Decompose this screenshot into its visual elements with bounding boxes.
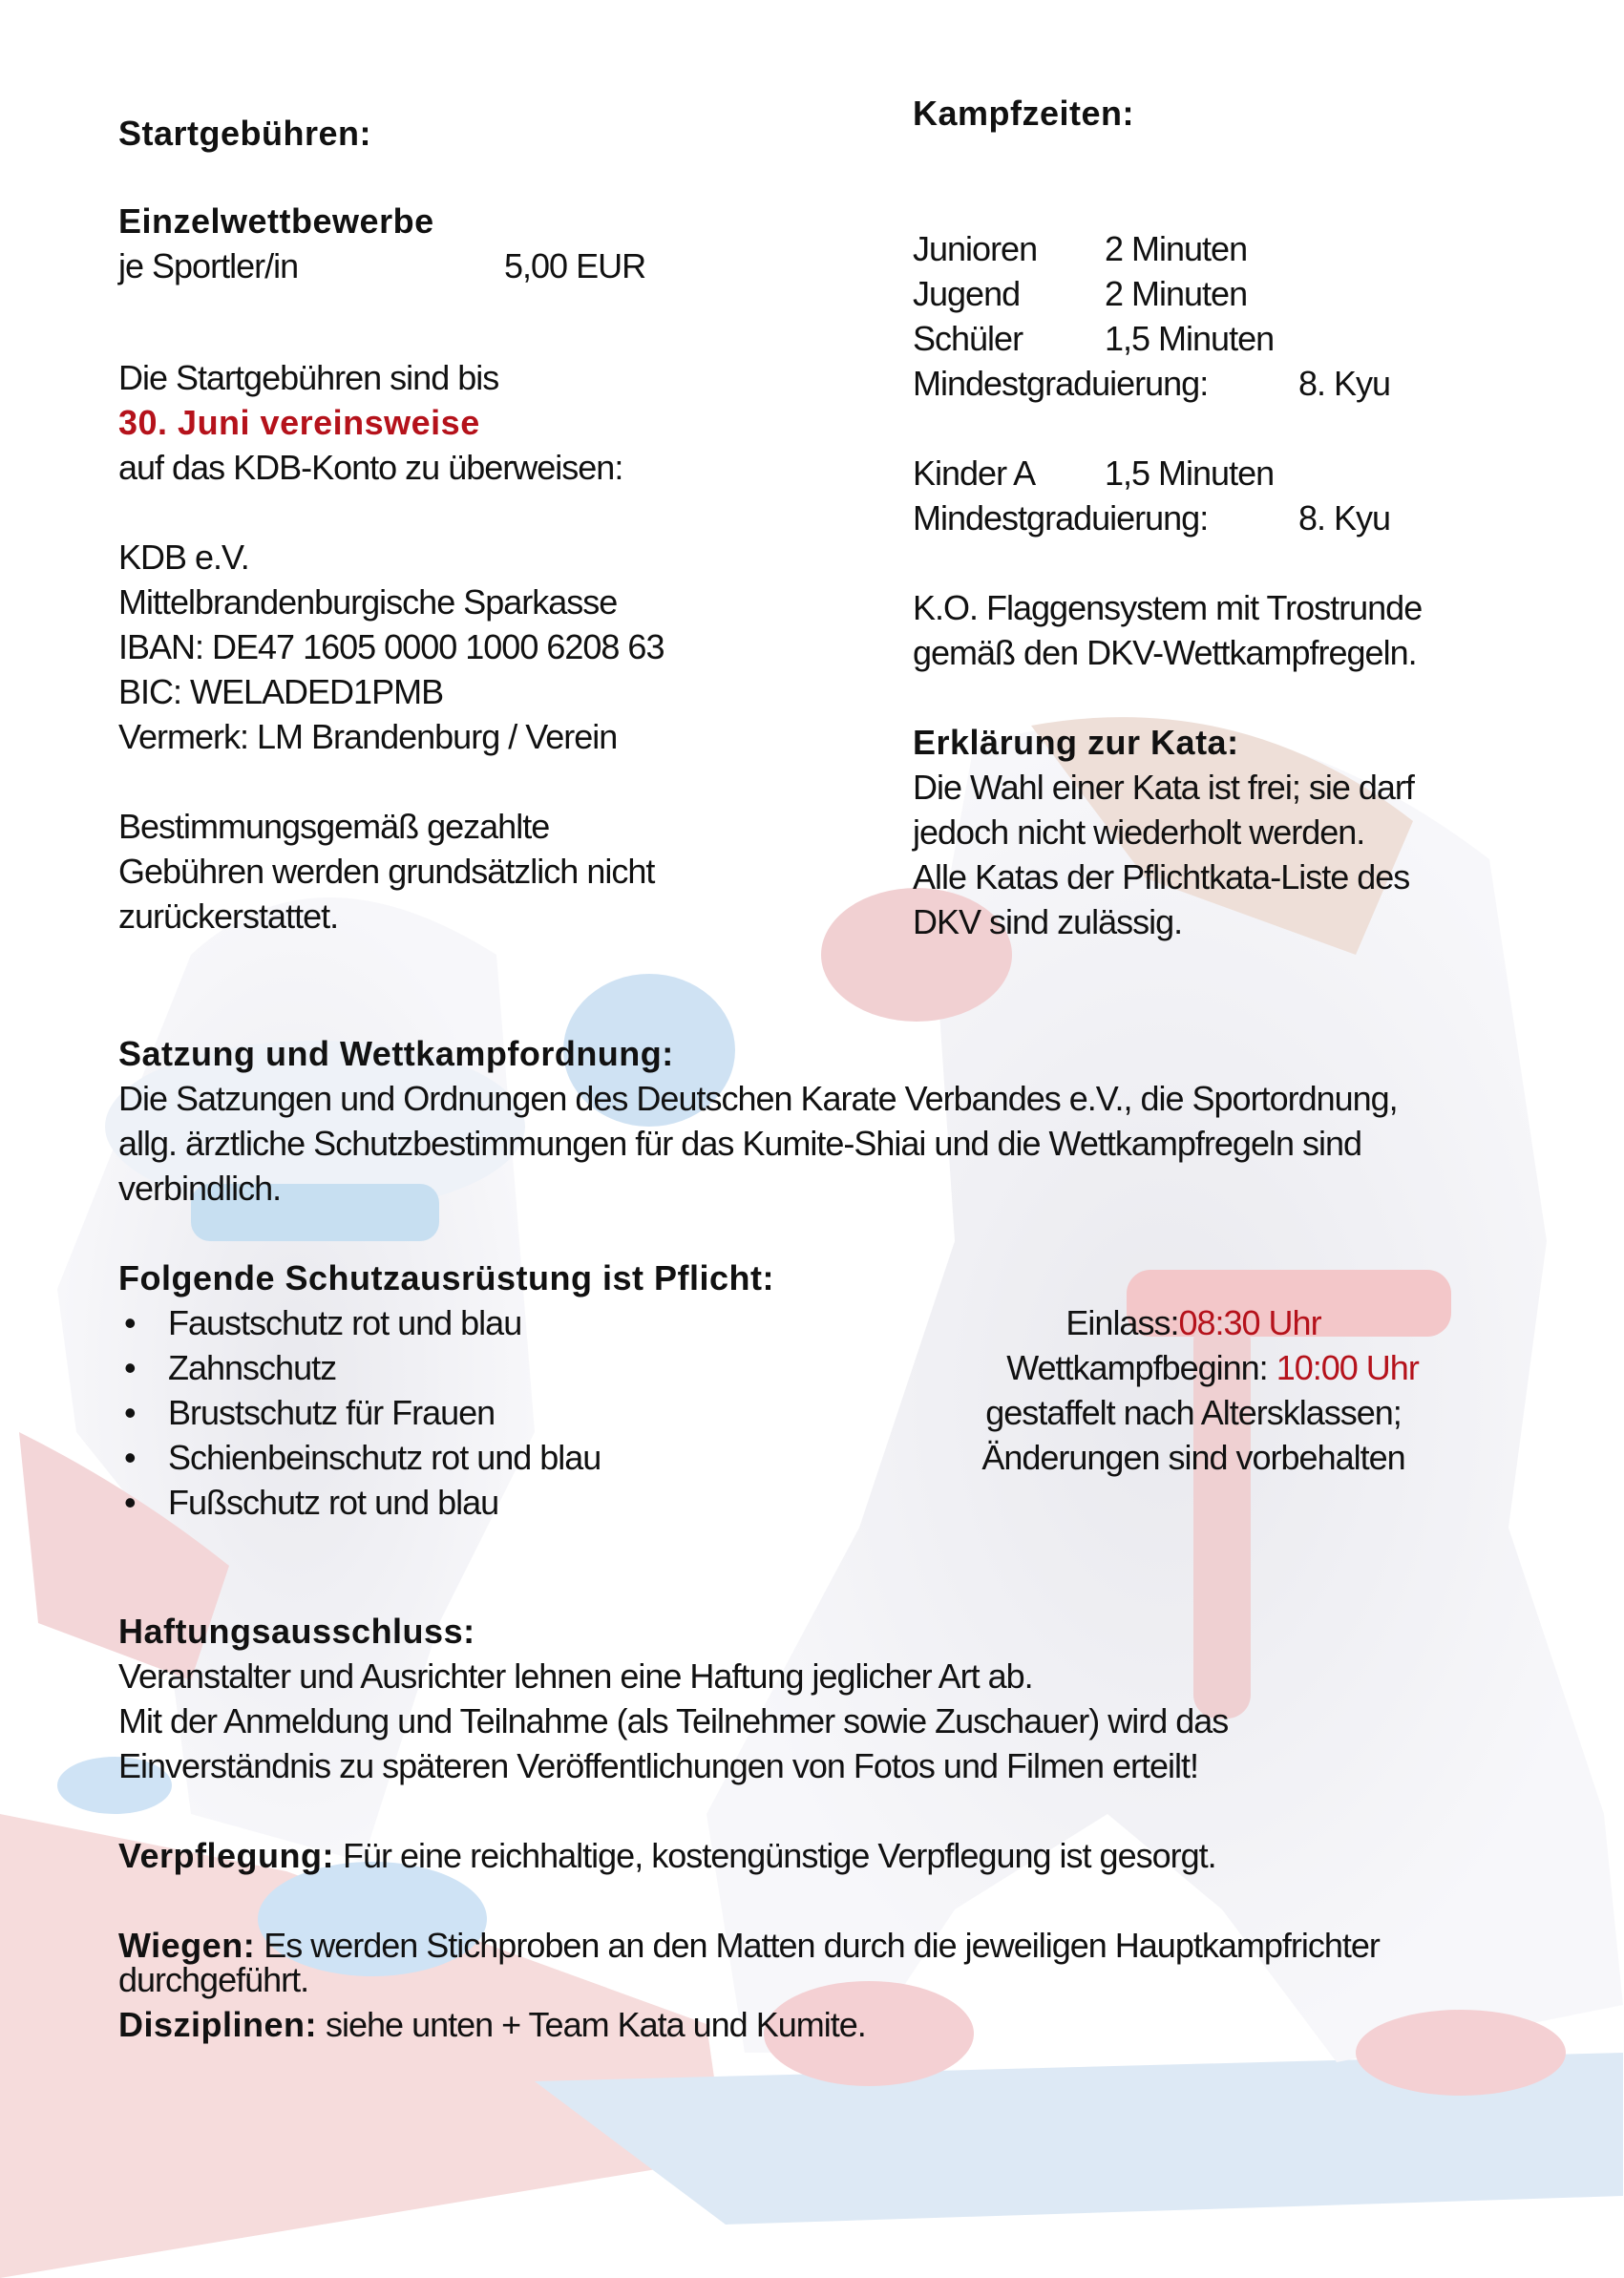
bank-line: Mittelbrandenburgische Sparkasse [118,582,618,622]
weighing-label: Wiegen: [118,1926,256,1965]
fees-heading: Startgebühren: [118,114,372,153]
deadline-highlight: 30. Juni vereinsweise [118,403,480,442]
per-athlete-label: je Sportler/in [118,246,299,285]
system-line: gemäß den DKV-Wettkampfregeln. [913,633,1417,672]
bank-line: Vermerk: LM Brandenburg / Verein [118,717,618,756]
fight-time-label: Schüler [913,319,1023,358]
liability-heading: Haftungsausschluss: [118,1612,475,1651]
start-time: 10:00 Uhr [1276,1348,1419,1387]
kata-line: DKV sind zulässig. [913,902,1183,941]
disciplines-line [118,2002,866,2047]
rules-line: Die Satzungen und Ordnungen des Deutschen Karate Verbandes e.V., die Sportordnung, [118,1079,1398,1118]
kinder-value: 1,5 Minuten [1105,453,1275,493]
fight-times-heading: Kampfzeiten: [913,94,1135,133]
refund-line: Gebühren werden grundsätzlich nicht [118,852,655,891]
min-grade-label: Mindestgraduierung: [913,498,1209,538]
refund-line: zurückerstattet. [118,896,339,936]
protection-item: • Zahnschutz [118,1345,601,1390]
protection-item: • Schienbeinschutz rot und blau [118,1435,601,1480]
individual-heading: Einzelwettbewerbe [118,201,434,241]
admission-line [917,1300,1470,1345]
bank-line: KDB e.V. [118,538,249,577]
fight-time-value: 2 Minuten [1105,229,1248,268]
fight-time-label: Jugend [913,274,1021,313]
protection-item: • Faustschutz rot und blau [118,1300,601,1345]
min-grade-value: 8. Kyu [1298,364,1391,403]
liability-line: Veranstalter und Ausrichter lehnen eine Haftung jeglicher Art ab. [118,1656,1033,1696]
liability-line: Einverständnis zu späteren Veröffentlichungen von Fotos und Filmen erteilt! [118,1746,1199,1785]
bank-line: IBAN: DE47 1605 0000 1000 6208 63 [118,627,664,666]
kata-line: jedoch nicht wiederholt werden. [913,812,1365,852]
disciplines-label: Disziplinen: [118,2005,318,2044]
weighing-text: Es werden Stichproben an den Matten durch die jeweiligen Hauptkampfrichter [255,1926,1380,1965]
schedule-note: Änderungen sind vorbehalten [981,1438,1405,1477]
start-line [936,1345,1489,1390]
per-athlete-amount: 5,00 EUR [504,246,646,285]
admission-label: Einlass: [1065,1303,1179,1342]
start-label: Wettkampfbeginn: [1006,1348,1268,1387]
kinder-label: Kinder A [913,453,1036,493]
disciplines-text: siehe unten + Team Kata und Kumite. [317,2005,866,2044]
protection-heading: Folgende Schutzausrüstung ist Pflicht: [118,1258,775,1297]
deadline-line: auf das KDB-Konto zu überweisen: [118,448,623,487]
bank-line: BIC: WELADED1PMB [118,672,444,711]
refund-line: Bestimmungsgemäß gezahlte [118,807,550,846]
catering-text: Für eine reichhaltige, kostengünstige Verpflegung ist gesorgt. [334,1836,1216,1875]
fight-time-label: Junioren [913,229,1038,268]
min-grade-value: 8. Kyu [1298,498,1391,538]
rules-line: allg. ärztliche Schutzbestimmungen für das Kumite-Shiai und die Wettkampfregeln sind [118,1124,1362,1163]
min-grade-label: Mindestgraduierung: [913,364,1209,403]
weighing-text-cont: durchgeführt. [118,1960,309,1999]
kata-line: Die Wahl einer Kata ist frei; sie darf [913,768,1414,807]
protection-item: • Brustschutz für Frauen [118,1390,601,1435]
protection-list [118,1300,601,1525]
catering-line [118,1833,1216,1878]
admission-time: 08:30 Uhr [1178,1303,1321,1342]
system-line: K.O. Flaggensystem mit Trostrunde [913,588,1423,627]
protection-item: • Fußschutz rot und blau [118,1480,601,1525]
catering-label: Verpflegung: [118,1836,335,1875]
fight-time-value: 2 Minuten [1105,274,1248,313]
kata-line: Alle Katas der Pflichtkata-Liste des [913,857,1410,896]
kata-heading: Erklärung zur Kata: [913,723,1239,762]
rules-line: verbindlich. [118,1169,282,1208]
schedule-note: gestaffelt nach Altersklassen; [985,1393,1402,1432]
liability-line: Mit der Anmeldung und Teilnahme (als Teilnehmer sowie Zuschauer) wird das [118,1701,1229,1740]
fight-time-value: 1,5 Minuten [1105,319,1275,358]
deadline-line: Die Startgebühren sind bis [118,358,499,397]
rules-heading: Satzung und Wettkampfordnung: [118,1034,674,1073]
